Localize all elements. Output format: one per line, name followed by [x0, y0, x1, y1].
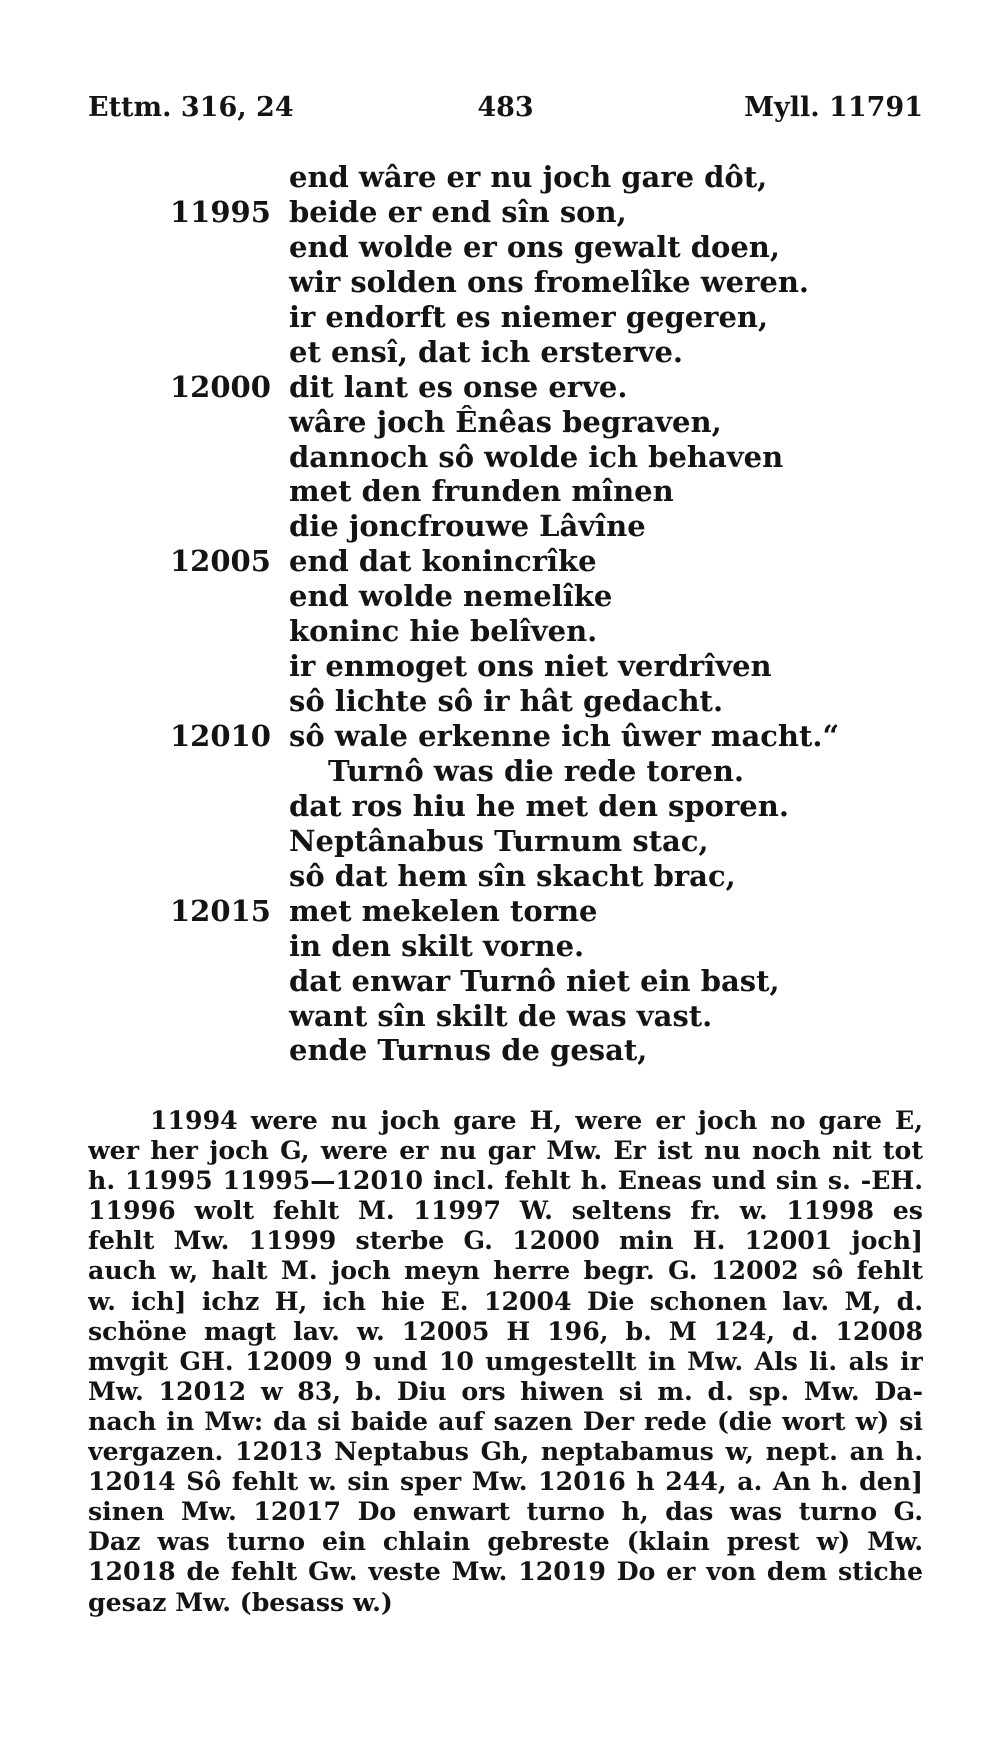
verse-text: koninc hie belîven. — [289, 614, 598, 649]
verse-text: Neptânabus Turnum stac, — [289, 823, 709, 858]
verse-text: end wâre er nu joch gare dôt, — [289, 160, 768, 194]
apparatus-line: w. ich] ichz H, ich hie E. 12004 Die schonen lav. M, d. — [88, 1285, 923, 1316]
header-left-reference: Ettm. 316, 24 — [88, 92, 294, 123]
verse-line — [0, 859, 1000, 894]
apparatus-line: gesaz Mw. (besass w.) — [88, 1586, 393, 1617]
verse-text: end wolde er ons gewalt doen, — [289, 229, 780, 264]
verse-line — [0, 824, 1000, 859]
line-number: 11995 — [170, 194, 271, 229]
header-right-reference: Myll. 11791 — [744, 92, 923, 123]
verse-line-indented — [0, 754, 1000, 789]
verse-text: want sîn skilt de was vast. — [289, 998, 713, 1033]
verse-line — [0, 999, 1000, 1034]
apparatus-line: Mw. 12012 w 83, b. Diu ors hiwen si m. d. sp. Mw. Da- — [88, 1375, 923, 1406]
verse-line — [0, 300, 1000, 335]
verse-line — [0, 964, 1000, 999]
line-number: 12010 — [170, 719, 271, 753]
verse-text: in den skilt vorne. — [289, 928, 585, 963]
verse-line — [0, 509, 1000, 544]
verse-line — [0, 195, 1000, 230]
verse-line — [0, 929, 1000, 964]
verse-line — [0, 265, 1000, 300]
critical-apparatus — [88, 1105, 923, 1617]
line-number: 12000 — [170, 369, 271, 404]
verse-text: ir enmoget ons niet verdrîven — [289, 649, 772, 684]
page-number: 483 — [477, 92, 534, 123]
verse-text: dit lant es onse erve. — [289, 369, 628, 404]
verse-line — [0, 1033, 1000, 1068]
verse-text: sô wale erkenne ich ûwer macht.“ — [289, 719, 840, 753]
apparatus-line: mvgit GH. 12009 9 und 10 umgestellt in Mw. Als li. als ir — [88, 1345, 923, 1376]
apparatus-line: h. 11995 11995—12010 incl. fehlt h. Eneas und sin s. -EH. — [88, 1165, 923, 1196]
verse-text: Turnô was die rede toren. — [328, 753, 745, 788]
verse-text: sô dat hem sîn skacht brac, — [289, 858, 736, 893]
verse-text: end wolde nemelîke — [289, 579, 613, 614]
line-number: 12005 — [170, 544, 271, 579]
apparatus-line: 12018 de fehlt Gw. veste Mw. 12019 Do er von dem stiche — [88, 1556, 923, 1587]
apparatus-line: 11996 wolt fehlt M. 11997 W. seltens fr. w. 11998 es — [88, 1195, 923, 1226]
apparatus-line: Daz was turno ein chlain gebreste (klain prest w) Mw. — [88, 1526, 923, 1557]
verse-line — [0, 789, 1000, 824]
verse-line — [0, 579, 1000, 614]
apparatus-line: 11994 were nu joch gare H, were er joch no gare E, — [150, 1105, 923, 1135]
verse-line — [0, 160, 1000, 195]
running-header — [88, 92, 923, 132]
verse-text: et ensî, dat ich ersterve. — [289, 334, 684, 369]
verse-line — [0, 649, 1000, 684]
verse-text: wâre joch Ênêas begraven, — [289, 404, 722, 439]
verse-text: ir endorft es niemer gegeren, — [289, 299, 769, 334]
apparatus-line: wer her joch G, were er nu gar Mw. Er ist nu noch nit tot — [88, 1135, 923, 1166]
verse-text: dat enwar Turnô niet ein bast, — [289, 963, 780, 998]
verse-text: dannoch sô wolde ich behaven — [289, 439, 784, 474]
apparatus-line: fehlt Mw. 11999 sterbe G. 12000 min H. 12001 joch] — [88, 1225, 923, 1256]
verse-line — [0, 370, 1000, 405]
verse-line — [0, 405, 1000, 440]
verse-line — [0, 474, 1000, 509]
apparatus-line: nach in Mw: da si baide auf sazen Der rede (die wort w) si — [88, 1405, 923, 1436]
verse-text: beide er end sîn son, — [289, 194, 627, 229]
verse-line — [0, 684, 1000, 719]
verse-text: end dat konincrîke — [289, 544, 597, 579]
verse-text: sô lichte sô ir hât gedacht. — [289, 684, 724, 719]
apparatus-line: sinen Mw. 12017 Do enwart turno h, das was turno G. — [88, 1496, 923, 1527]
verse-text: ende Turnus de gesat, — [289, 1033, 648, 1068]
apparatus-line: 12014 Sô fehlt w. sin sper Mw. 12016 h 244, a. An h. den] — [88, 1466, 923, 1497]
verse-line — [0, 440, 1000, 475]
verse-text-block — [0, 160, 1000, 1068]
apparatus-line: vergazen. 12013 Neptabus Gh, neptabamus w, nept. an h. — [88, 1436, 923, 1467]
verse-line — [0, 335, 1000, 370]
verse-line — [0, 544, 1000, 579]
apparatus-line: schöne magt lav. w. 12005 H 196, b. M 124, d. 12008 — [88, 1315, 923, 1346]
verse-text: met den frunden mînen — [289, 474, 674, 509]
verse-text: die joncfrouwe Lâvîne — [289, 509, 646, 544]
verse-text: wir solden ons fromelîke weren. — [289, 264, 810, 299]
verse-line — [0, 614, 1000, 649]
verse-line — [0, 894, 1000, 929]
verse-line — [0, 719, 1000, 754]
verse-line — [0, 230, 1000, 265]
verse-text: met mekelen torne — [289, 893, 598, 928]
line-number: 12015 — [170, 893, 271, 928]
verse-text: dat ros hiu he met den sporen. — [289, 788, 789, 823]
apparatus-line: auch w, halt M. joch meyn herre begr. G. 12002 sô fehlt — [88, 1255, 923, 1286]
